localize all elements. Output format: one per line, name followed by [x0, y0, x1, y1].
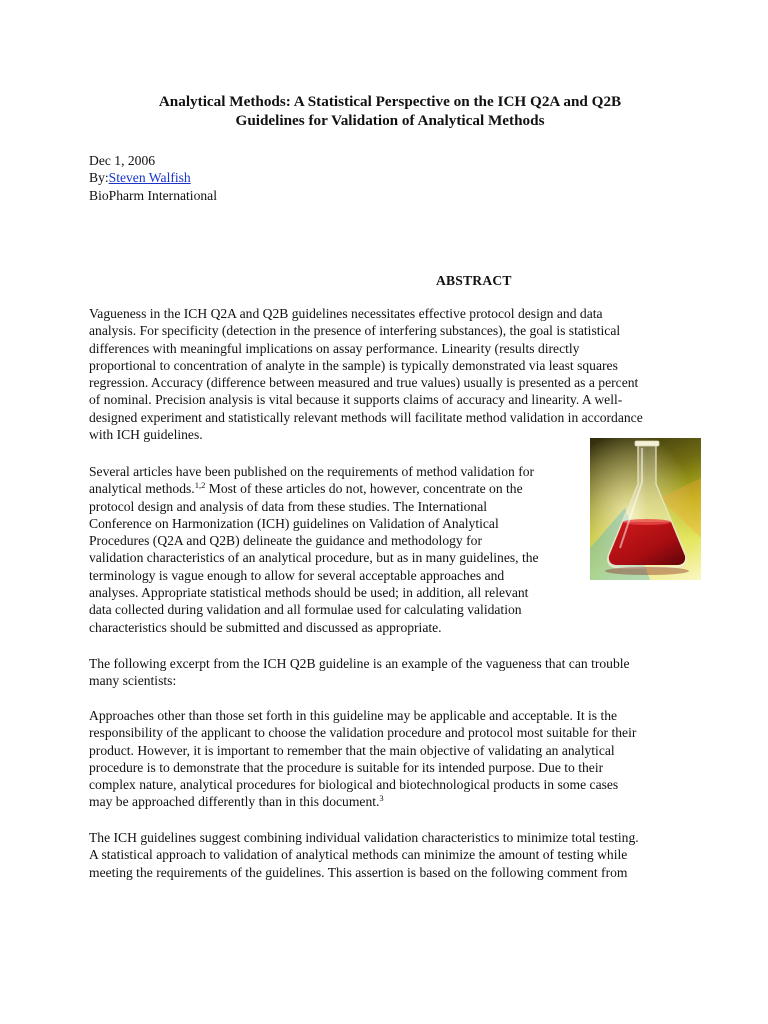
reference-superscript: 1,2: [194, 480, 206, 491]
text-fragment: analytical methods.: [89, 481, 195, 497]
body-paragraph: [89, 655, 709, 690]
text-line: Procedures (Q2A and Q2B) delineate the guidance and methodology for: [89, 533, 482, 549]
text-line: data collected during validation and all formulae used for calculating validation: [89, 602, 522, 618]
by-label: By:: [89, 170, 109, 186]
text-line: analysis. For specificity (detection in the presence of interfering substances), the goal is statistical: [89, 323, 621, 339]
text-line: differences with meaningful implications on assay performance. Linearity (results directly: [89, 340, 580, 356]
publish-date: Dec 1, 2006: [89, 153, 156, 168]
text-line: [89, 480, 709, 497]
article-title: [88, 92, 692, 130]
text-line: regression. Accuracy (difference between measured and true values) usually is presented as a percent: [89, 375, 639, 391]
text-line: The ICH guidelines suggest combining individual validation characteristics to minimize total testing.: [89, 830, 639, 845]
abstract-heading: ABSTRACT: [436, 273, 512, 288]
text-line: meeting the requirements of the guidelines. This assertion is based on the following comment from: [89, 864, 628, 880]
text-fragment: Most of these articles do not, however, concentrate on the: [205, 481, 523, 497]
text-line: many scientists:: [89, 673, 177, 689]
text-line: The following excerpt from the ICH Q2B guideline is an example of the vagueness that can trouble: [89, 656, 630, 671]
title-line-2: Guidelines for Validation of Analytical Methods: [235, 112, 545, 129]
text-line: complex nature, analytical procedures for biological and biotechnological products in some cases: [89, 777, 619, 793]
byline: [89, 169, 489, 186]
text-line: protocol design and analysis of data from these studies. The International: [89, 498, 488, 514]
text-line: analyses. Appropriate statistical methods should be used; in addition, all relevant: [89, 585, 529, 601]
text-line: product. However, it is important to remember that the main objective of validating an analytical: [89, 742, 615, 758]
text-line: [89, 793, 709, 810]
title-line-1: Analytical Methods: A Statistical Perspective on the ICH Q2A and Q2B: [158, 93, 622, 110]
text-line: validation characteristics of an analytical procedure, but as in many guidelines, the: [89, 550, 539, 566]
body-paragraph: [89, 829, 709, 881]
text-line: terminology is vague enough to allow for several acceptable approaches and: [89, 567, 505, 583]
quoted-paragraph: [89, 707, 709, 811]
publication-name: BioPharm International: [89, 187, 217, 203]
text-line: Several articles have been published on the requirements of method validation for: [89, 464, 535, 479]
article-meta: [89, 152, 489, 204]
text-line: Vagueness in the ICH Q2A and Q2B guidelines necessitates effective protocol design and data: [89, 306, 603, 321]
text-line: responsibility of the applicant to choose the validation procedure and protocol most suitable for their: [89, 725, 637, 741]
body-paragraph: [89, 463, 709, 636]
author-link[interactable]: Steven Walfish: [108, 170, 191, 186]
text-line: A statistical approach to validation of analytical methods can minimize the amount of testing while: [89, 847, 628, 863]
text-line: Conference on Harmonization (ICH) guidelines on Validation of Analytical: [89, 515, 499, 531]
text-line: with ICH guidelines.: [89, 427, 203, 443]
text-line: designed experiment and statistically relevant methods will facilitate method validation in accordance: [89, 409, 643, 425]
text-fragment: may be approached differently than in this document.: [89, 794, 380, 810]
reference-superscript: 3: [379, 793, 384, 804]
text-line: characteristics should be submitted and discussed as appropriate.: [89, 619, 442, 635]
text-line: proportional to concentration of analyte in the sample) is typically demonstrated via least squares: [89, 357, 618, 373]
text-line: Approaches other than those set forth in this guideline may be applicable and acceptable. It is the: [89, 708, 618, 723]
abstract-paragraph: [89, 305, 709, 443]
text-line: of nominal. Precision analysis is vital because it supports claims of accuracy and linearity. A well-: [89, 392, 623, 408]
text-line: procedure is to demonstrate that the procedure is suitable for its intended purpose. Due to their: [89, 759, 604, 775]
